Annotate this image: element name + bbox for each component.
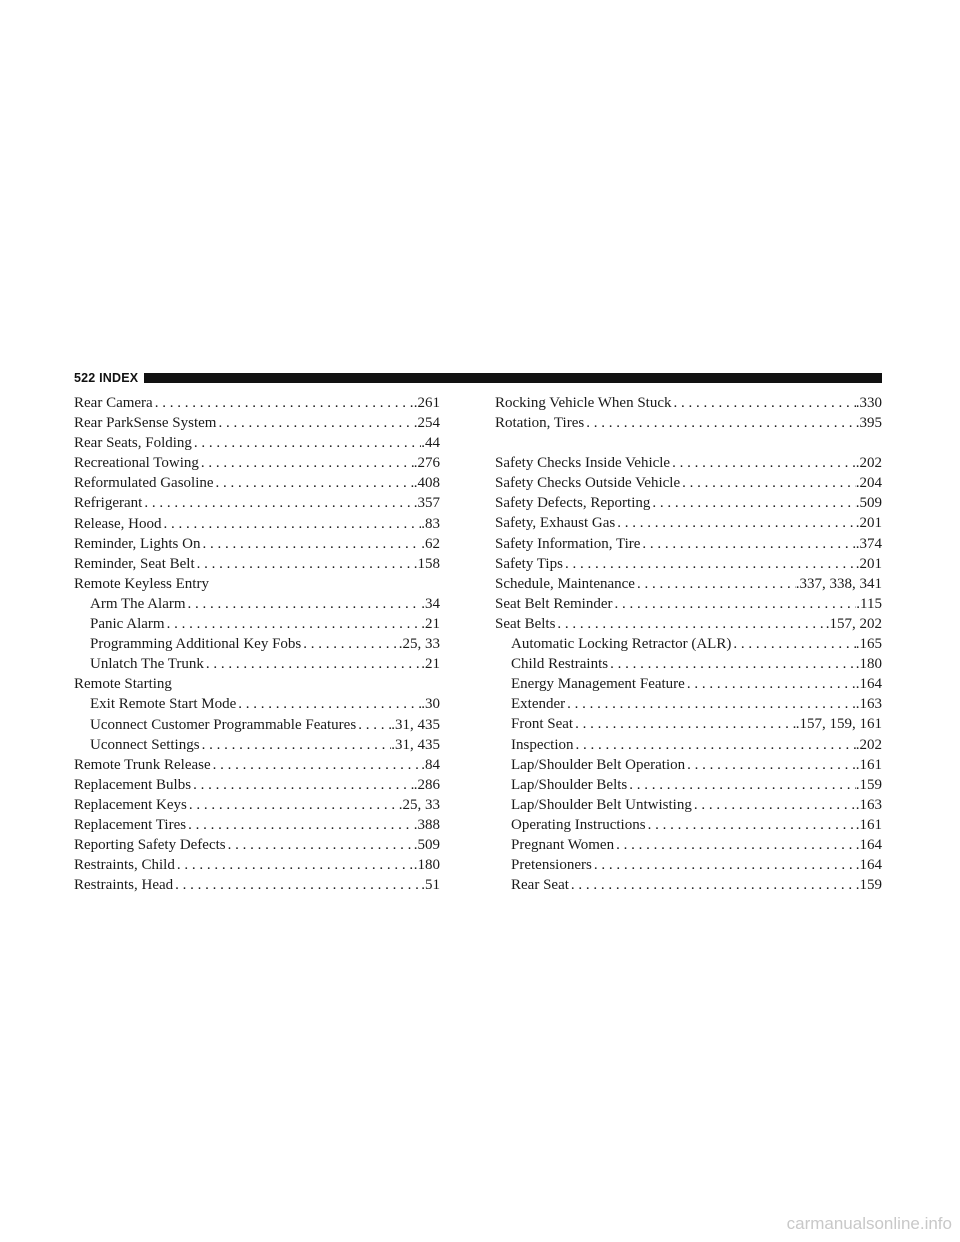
leader-dots [211, 755, 422, 775]
index-subentry [495, 674, 882, 694]
index-entry-label: Panic Alarm [90, 616, 165, 633]
index-entry-label: Rear Camera [74, 395, 153, 411]
index-entry-page: .254 [413, 415, 440, 432]
index-entry [74, 875, 440, 895]
index-entry-page: .21 [421, 656, 440, 673]
index-entry-label: Safety Defects, Reporting [495, 495, 651, 512]
leader-dots [301, 634, 399, 654]
index-entry-page: .180 [413, 857, 440, 874]
index-entry-page: .509 [855, 495, 882, 512]
leader-dots [153, 393, 414, 413]
index-subentry [495, 654, 882, 674]
index-heading [74, 674, 440, 694]
index-entry-label: Safety Information, Tire [495, 535, 641, 552]
index-entry [74, 755, 440, 775]
index-entry [74, 413, 440, 433]
index-entry [74, 795, 440, 815]
index-entry-label: Safety Checks Outside Vehicle [495, 475, 681, 492]
index-entry-page: .261 [413, 395, 440, 411]
leader-dots [175, 855, 414, 875]
index-entry-page: .115 [856, 595, 882, 612]
index-entry-page: .158 [413, 555, 440, 572]
index-entry-page: .159 [855, 877, 882, 894]
index-entry-page: .84 [421, 756, 440, 773]
index-entry-page: .395 [855, 415, 882, 432]
index-entry [495, 393, 882, 413]
leader-dots [142, 493, 413, 513]
index-entry-label: Rear Seats, Folding [74, 435, 192, 452]
index-entry-page: .83 [421, 515, 440, 532]
index-entry-label: Rear ParkSense System [74, 415, 217, 432]
index-entry-page: .337, 338, 341 [795, 575, 882, 592]
index-entry-label: Reporting Safety Defects [74, 837, 226, 854]
index-entry-label: Rotation, Tires [495, 415, 585, 432]
index-subentry [74, 654, 440, 674]
index-entry-page: .357 [413, 495, 440, 512]
index-entry-page: .180 [855, 656, 882, 673]
index-entry-page: .31, 435 [391, 736, 440, 753]
leader-dots [204, 654, 421, 674]
index-entry-label: Uconnect Customer Programmable Features [90, 716, 357, 733]
leader-dots [680, 473, 856, 493]
leader-dots [565, 694, 856, 714]
index-entry-page: .157, 202 [825, 615, 882, 632]
index-entry [74, 554, 440, 574]
index-entry-page: .62 [421, 535, 440, 552]
index-entry-label: Reminder, Lights On [74, 535, 201, 552]
leader-dots [216, 413, 413, 433]
index-entry-page: .204 [855, 475, 882, 492]
index-entry-page: .202 [855, 736, 882, 753]
index-entry-page: .25, 33 [398, 796, 440, 813]
watermark: carmanualsonline.info [786, 1214, 952, 1233]
leader-dots [236, 694, 421, 714]
index-entry-label: Operating Instructions [511, 816, 646, 833]
index-entry-label: Uconnect Settings [90, 736, 200, 753]
index-entry-label: Lap/Shoulder Belt Untwisting [511, 796, 692, 813]
index-entry-page: .163 [855, 696, 882, 713]
index-subentry [74, 715, 440, 735]
leader-dots [614, 835, 856, 855]
leader-dots [192, 433, 421, 453]
index-entry-label: Energy Management Feature [511, 676, 685, 693]
index-entry-label: Refrigerant [74, 495, 143, 512]
index-subentry [74, 594, 440, 614]
leader-dots [646, 815, 856, 835]
header-rule [144, 373, 882, 383]
index-entry-label: Automatic Locking Retractor (ALR) [511, 636, 732, 653]
leader-dots [608, 654, 856, 674]
index-entry-label: Exit Remote Start Mode [90, 696, 237, 713]
index-entry-label: Seat Belts [495, 615, 556, 632]
index-entry-label: Child Restraints [511, 656, 609, 673]
index-entry-page: .21 [421, 616, 440, 633]
index-entry-page: .408 [413, 475, 440, 492]
index-entry-label: Replacement Bulbs [74, 776, 192, 793]
page-header [74, 371, 882, 385]
index-subentry [495, 795, 882, 815]
index-subentry [74, 694, 440, 714]
index-entry-label: Lap/Shoulder Belts [511, 776, 628, 793]
page-number-section-label: 522 INDEX [74, 371, 139, 385]
index-entry-page: .201 [855, 555, 882, 572]
index-heading [74, 574, 440, 594]
index-entry-label: Remote Trunk Release [74, 756, 211, 773]
leader-dots [195, 554, 414, 574]
index-subentry [495, 694, 882, 714]
leader-dots [199, 453, 414, 473]
index-entry [495, 574, 882, 594]
index-entry-page: .34 [421, 595, 440, 612]
index-entry-page: .330 [855, 395, 882, 411]
index-subentry [495, 775, 882, 795]
leader-dots [672, 393, 856, 413]
index-subentry [495, 835, 882, 855]
leader-dots [563, 554, 856, 574]
index-entry-page: .164 [855, 836, 882, 853]
index-entry-label: Programming Additional Key Fobs [90, 636, 302, 653]
index-entry-page: .201 [855, 515, 882, 532]
leader-dots [186, 594, 422, 614]
index-entry-label: Rear Seat [511, 877, 569, 894]
index-entry-page: .165 [855, 636, 882, 653]
index-entry-page: .164 [855, 676, 882, 693]
index-entry-label: Lap/Shoulder Belt Operation [511, 756, 686, 773]
leader-dots [640, 534, 855, 554]
index-subentry [495, 634, 882, 654]
index-entry-page: .30 [421, 696, 440, 713]
index-entry-page: .51 [421, 877, 440, 894]
leader-dots [569, 875, 856, 895]
index-entry-page: .286 [413, 776, 440, 793]
leader-dots [187, 795, 399, 815]
index-entry-label: Pretensioners [511, 857, 592, 874]
leader-dots [692, 795, 856, 815]
leader-dots [592, 855, 856, 875]
leader-dots [627, 775, 856, 795]
index-entry-page: .374 [855, 535, 882, 552]
index-entry [495, 493, 882, 513]
index-entry-page: .25, 33 [398, 636, 440, 653]
index-entry-label: Inspection [511, 736, 574, 753]
index-entry-label: Pregnant Women [511, 836, 615, 853]
index-entry-label: Restraints, Head [74, 877, 174, 894]
index-entry-label: Replacement Keys [74, 796, 187, 813]
index-subentry [495, 714, 882, 734]
leader-dots [165, 614, 422, 634]
leader-dots [186, 815, 414, 835]
index-entry [74, 433, 440, 453]
index-subentry [495, 735, 882, 755]
index-entry-page: .161 [855, 816, 882, 833]
index-entry-label: Front Seat [511, 716, 574, 733]
index-entry-label: Restraints, Child [74, 857, 175, 874]
index-entry [495, 554, 882, 574]
index-entry [74, 453, 440, 473]
index-entry-page: .157, 159, 161 [795, 716, 882, 733]
leader-dots [584, 413, 856, 433]
leader-dots [615, 513, 856, 533]
index-entry [74, 493, 440, 513]
index-entry-label: Safety, Exhaust Gas [495, 515, 616, 532]
index-subentry [495, 875, 882, 895]
index-entry-label: Safety Tips [495, 555, 563, 572]
index-entry-page: .509 [413, 837, 440, 854]
leader-dots [635, 574, 796, 594]
leader-dots [670, 453, 856, 473]
index-entry-page: .202 [855, 455, 882, 472]
index-entry [495, 473, 882, 493]
index-entry-label: Extender [511, 696, 566, 713]
index-entry-label: Reminder, Seat Belt [74, 555, 195, 572]
leader-dots [612, 594, 856, 614]
index-subentry [495, 855, 882, 875]
leader-dots [685, 755, 856, 775]
index-entry [495, 594, 882, 614]
index-entry-label: Seat Belt Reminder [495, 595, 613, 612]
index-entry [74, 855, 440, 875]
index-entry-page: .164 [855, 857, 882, 874]
index-entry [74, 534, 440, 554]
index-entry-label: Schedule, Maintenance [495, 575, 635, 592]
index-entry [74, 393, 440, 413]
leader-dots [573, 735, 855, 755]
index-entry-label: Rocking Vehicle When Stuck [495, 395, 672, 411]
index-entry-label: Reformulated Gasoline [74, 475, 214, 492]
leader-dots [214, 473, 414, 493]
index-entry-page: .161 [855, 756, 882, 773]
index-column-left [74, 393, 440, 895]
index-entry [74, 473, 440, 493]
index-entry [495, 614, 882, 634]
index-entry-page: .159 [855, 776, 882, 793]
index-entry-label: Remote Starting [74, 676, 172, 693]
leader-dots [731, 634, 855, 654]
index-entry-page: .388 [413, 816, 440, 833]
index-entry-label: Replacement Tires [74, 816, 187, 833]
leader-dots [555, 614, 825, 634]
index-entry-label: Unlatch The Trunk [90, 656, 204, 673]
index-entry-label: Arm The Alarm [90, 595, 186, 612]
index-entry-label: Release, Hood [74, 515, 162, 532]
index-entry [74, 815, 440, 835]
index-subentry [74, 735, 440, 755]
index-entry-page: .276 [413, 455, 440, 472]
index-entry-page: .44 [421, 435, 440, 452]
index-column-right [495, 393, 882, 895]
leader-dots [200, 735, 392, 755]
leader-dots [650, 493, 855, 513]
index-entry-page: .31, 435 [391, 716, 440, 733]
index-entry-page: .163 [855, 796, 882, 813]
leader-dots [226, 835, 414, 855]
index-entry-label: Remote Keyless Entry [74, 575, 209, 592]
index-subentry [495, 755, 882, 775]
index-entry [74, 835, 440, 855]
index-entry-label: Safety Checks Inside Vehicle [495, 455, 671, 472]
leader-dots [173, 875, 421, 895]
index-entry [74, 775, 440, 795]
leader-dots [191, 775, 414, 795]
index-subentry [74, 614, 440, 634]
leader-dots [685, 674, 856, 694]
leader-dots [356, 715, 391, 735]
leader-dots [200, 534, 421, 554]
index-subentry [74, 634, 440, 654]
index-entry [74, 514, 440, 534]
leader-dots [161, 514, 421, 534]
index-subentry [495, 815, 882, 835]
index-entry [495, 413, 882, 433]
index-entry [495, 534, 882, 554]
leader-dots [573, 714, 796, 734]
index-entry [495, 453, 882, 473]
index-entry [495, 513, 882, 533]
index-entry-label: Recreational Towing [74, 455, 199, 472]
